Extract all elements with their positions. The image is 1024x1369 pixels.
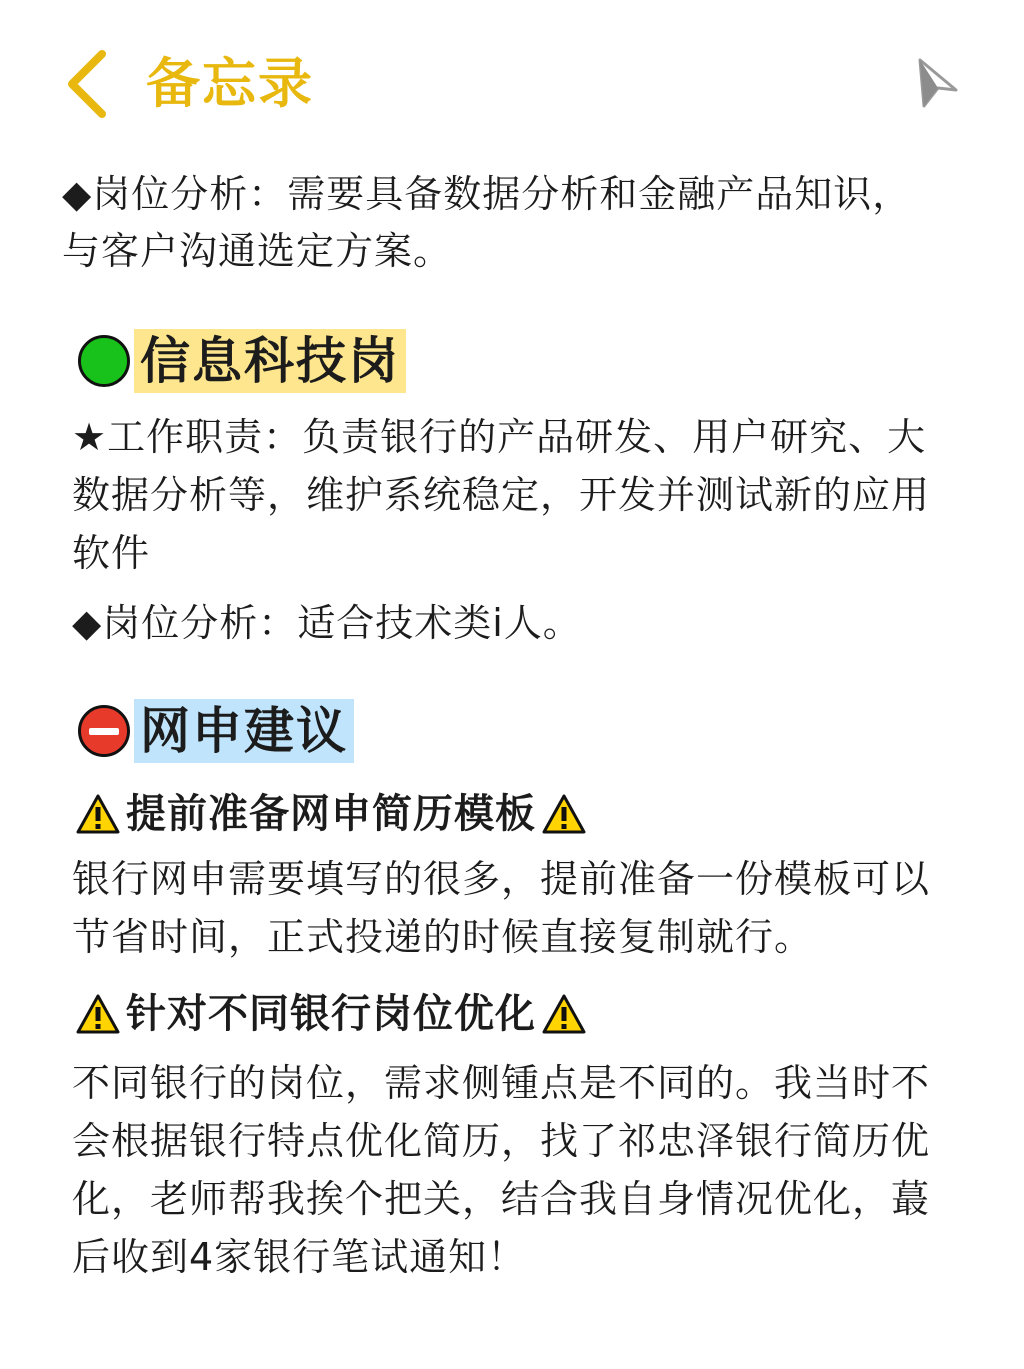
share-button[interactable] — [912, 56, 962, 112]
no-entry-icon — [78, 705, 130, 757]
warning-icon — [542, 793, 586, 835]
job-duty-text: ★工作职责：负责银行的产品研发、用户研究、大数据分析等，维护系统稳定，开发并测试新的应用软件 — [72, 415, 931, 575]
memo-content — [62, 166, 962, 1286]
green-circle-icon — [78, 335, 130, 387]
share-arrow-icon — [912, 56, 962, 112]
tip-body-2: 不同银行的岗位，需求侧锺点是不同的。我当时不会根据银行特点优化简历，找了祁忠泽银行简历优化，老师帮我挨个把关，结合我自身情况优化，蕞后收到4家银行笔试通知！ — [72, 1061, 931, 1279]
tip-body-1: 银行网申需要填写的很多，提前准备一份模板可以节省时间，正式投递的时候直接复制就行。 — [72, 857, 931, 959]
tip-heading-1 — [76, 784, 962, 844]
page-title: 备忘录 — [146, 52, 314, 115]
tip-heading-2 — [76, 984, 962, 1044]
position-analysis-text: ◆岗位分析：需要具备数据分析和金融产品知识，与客户沟通选定方案。 — [62, 172, 912, 273]
section-heading-online-application — [78, 698, 962, 764]
tip-heading-2-text: 针对不同银行岗位优化 — [126, 991, 536, 1037]
position-analysis-it-text: ◆岗位分析：适合技术类i人。 — [72, 601, 582, 645]
top-navigation-bar — [0, 0, 1024, 160]
warning-icon — [542, 993, 586, 1035]
warning-icon — [76, 993, 120, 1035]
warning-icon — [76, 793, 120, 835]
chevron-left-icon — [60, 46, 120, 122]
section-title-it: 信息科技岗 — [134, 329, 406, 393]
section-title-online-application: 网申建议 — [134, 699, 354, 763]
section-heading-it — [78, 328, 962, 394]
tip-heading-1-text: 提前准备网申简历模板 — [126, 791, 536, 837]
back-button[interactable] — [60, 46, 120, 122]
